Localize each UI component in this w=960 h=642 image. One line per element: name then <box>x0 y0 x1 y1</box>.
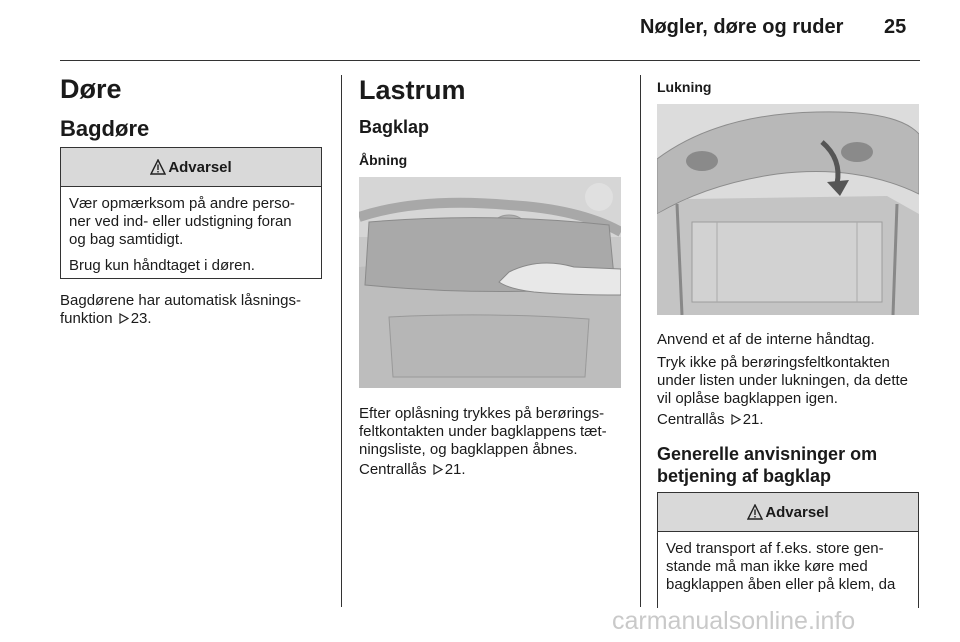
section-heading-cargo: Lastrum <box>359 75 466 105</box>
warning-header <box>61 148 321 187</box>
tailgate-closing-illustration <box>657 104 919 315</box>
subsection-opening: Åbning <box>359 152 408 168</box>
column-divider-1 <box>341 75 342 607</box>
page-reference-link[interactable]: 21. <box>444 461 466 478</box>
section-heading-doors: Døre <box>60 74 122 104</box>
page-reference-link[interactable]: 23. <box>130 310 152 327</box>
page-reference-link[interactable]: 21. <box>742 411 764 428</box>
page-number: 25 <box>884 16 907 38</box>
closing-text-1: Anvend et af de interne håndtag. <box>657 331 875 348</box>
warning-triangle-icon <box>747 504 763 520</box>
rear-doors-text: Bagdørene har automatisk låsnings- funktion 23. <box>60 292 301 327</box>
header-divider <box>60 60 920 61</box>
watermark: carmanualsonline.info <box>612 607 856 635</box>
page-reference-arrow-icon <box>731 414 741 425</box>
subheading-tailgate: Bagklap <box>359 117 430 137</box>
page-reference-arrow-icon <box>119 313 129 324</box>
warning-title: Advarsel <box>168 158 232 176</box>
subheading-rear-doors: Bagdøre <box>60 116 150 141</box>
warning-title: Advarsel <box>765 503 829 521</box>
warning-triangle-icon <box>150 159 166 175</box>
heading-general-instructions: Generelle anvisninger om betjening af bagklap <box>657 444 878 486</box>
column-divider-2 <box>640 75 641 607</box>
opening-reference: Centrallås 21. <box>359 461 466 478</box>
warning-text-2: Brug kun håndtaget i døren. <box>69 257 255 274</box>
warning-box-tailgate <box>657 492 919 608</box>
page-header-title: Nøgler, døre og ruder <box>640 16 844 38</box>
warning-header <box>658 493 918 532</box>
tailgate-opening-illustration <box>359 177 621 388</box>
closing-text-2: Tryk ikke på berøringsfeltkontakten under listen under lukningen, da dette vil oplåse bagklappen igen. <box>657 354 909 407</box>
page-reference-arrow-icon <box>433 464 443 475</box>
opening-instructions: Efter oplåsning trykkes på berørings- feltkontakten under bagklappens tæt- ningsliste, og bagklappen åbnes. <box>359 405 607 458</box>
warning-text: Ved transport af f.eks. store gen- stande må man ikke køre med bagklappen åben eller på klem, da <box>666 540 896 593</box>
subsection-closing: Lukning <box>657 79 712 95</box>
warning-text-1: Vær opmærksom på andre perso- ner ved ind- eller udstigning foran og bag samtidigt. <box>69 195 295 248</box>
warning-box-rear-doors <box>60 147 322 279</box>
closing-reference: Centrallås 21. <box>657 411 764 428</box>
